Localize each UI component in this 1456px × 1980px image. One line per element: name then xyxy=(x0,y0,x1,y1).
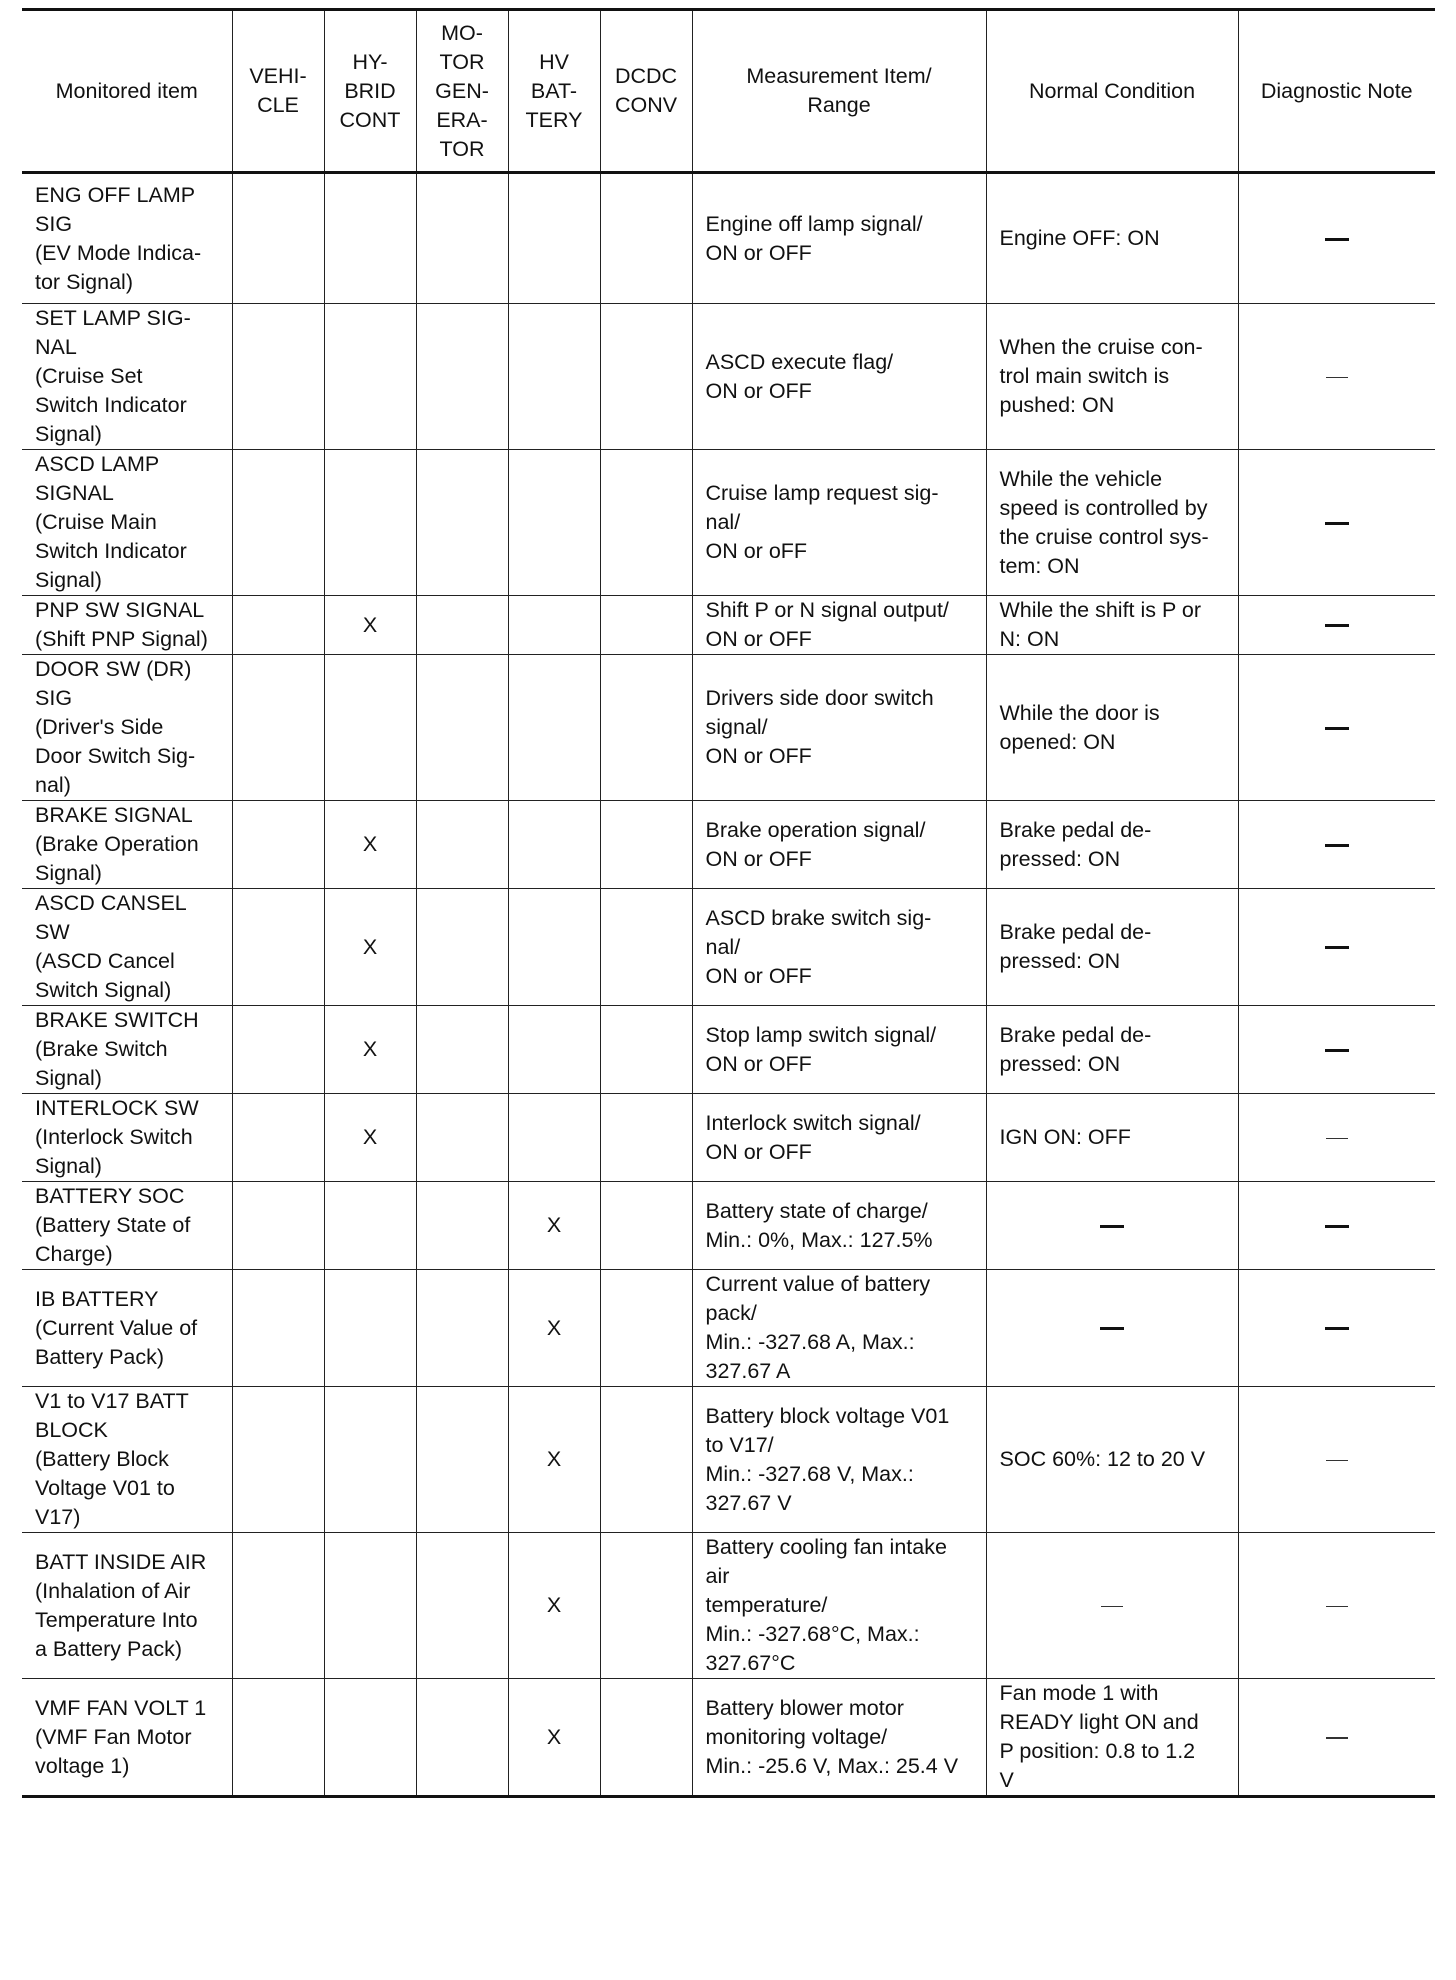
cell-hybrid-cont xyxy=(324,655,416,801)
cell-normal-condition: While the door is opened: ON xyxy=(986,655,1238,801)
cell-monitored-item: INTERLOCK SW (Interlock Switch Signal) xyxy=(22,1094,232,1182)
cell-dcdc-conv xyxy=(600,1094,692,1182)
cell-hv-battery: X xyxy=(508,1387,600,1533)
table-row xyxy=(22,801,1435,889)
cell-motor-generator xyxy=(416,1679,508,1797)
cell-measurement: Battery state of charge/ Min.: 0%, Max.: 127.5% xyxy=(692,1182,986,1270)
cell-motor-generator xyxy=(416,1006,508,1094)
cell-motor-generator xyxy=(416,450,508,596)
cell-diagnostic-note xyxy=(1238,1006,1435,1094)
cell-monitored-item: PNP SW SIGNAL (Shift PNP Signal) xyxy=(22,596,232,655)
cell-hv-battery xyxy=(508,889,600,1006)
cell-vehicle xyxy=(232,173,324,304)
cell-normal-condition: While the shift is P or N: ON xyxy=(986,596,1238,655)
cell-monitored-item: ASCD LAMP SIGNAL (Cruise Main Switch Indicator Signal) xyxy=(22,450,232,596)
cell-hv-battery xyxy=(508,655,600,801)
cell-dcdc-conv xyxy=(600,1270,692,1387)
cell-monitored-item: BATT INSIDE AIR (Inhalation of Air Temperature Into a Battery Pack) xyxy=(22,1533,232,1679)
cell-diagnostic-note xyxy=(1238,655,1435,801)
cell-hybrid-cont: X xyxy=(324,596,416,655)
cell-hybrid-cont xyxy=(324,1533,416,1679)
cell-dcdc-conv xyxy=(600,596,692,655)
cell-normal-condition: While the vehicle speed is controlled by the cruise control sys- tem: ON xyxy=(986,450,1238,596)
dash-mark xyxy=(1325,624,1349,627)
cell-diagnostic-note xyxy=(1238,801,1435,889)
cell-normal-condition: Brake pedal de- pressed: ON xyxy=(986,1006,1238,1094)
dash-mark xyxy=(1325,727,1349,730)
cell-hybrid-cont: X xyxy=(324,889,416,1006)
cell-monitored-item: V1 to V17 BATT BLOCK (Battery Block Voltage V01 to V17) xyxy=(22,1387,232,1533)
header-monitored-item: Monitored item xyxy=(22,10,232,173)
cell-dcdc-conv xyxy=(600,1387,692,1533)
cell-measurement: Shift P or N signal output/ ON or OFF xyxy=(692,596,986,655)
header-hv-battery: HV BAT- TERY xyxy=(508,10,600,173)
cell-hybrid-cont xyxy=(324,450,416,596)
cell-vehicle xyxy=(232,450,324,596)
cell-hv-battery: X xyxy=(508,1679,600,1797)
cell-normal-condition xyxy=(986,1182,1238,1270)
header-measurement: Measurement Item/ Range xyxy=(692,10,986,173)
cell-dcdc-conv xyxy=(600,304,692,450)
cell-diagnostic-note xyxy=(1238,1094,1435,1182)
cell-dcdc-conv xyxy=(600,1006,692,1094)
cell-motor-generator xyxy=(416,655,508,801)
cell-monitored-item: BRAKE SWITCH (Brake Switch Signal) xyxy=(22,1006,232,1094)
dash-mark xyxy=(1325,1049,1349,1052)
cell-measurement: Engine off lamp signal/ ON or OFF xyxy=(692,173,986,304)
cell-hv-battery xyxy=(508,801,600,889)
cell-hybrid-cont: X xyxy=(324,801,416,889)
cell-normal-condition: When the cruise con- trol main switch is pushed: ON xyxy=(986,304,1238,450)
header-normal-condition: Normal Condition xyxy=(986,10,1238,173)
cell-monitored-item: VMF FAN VOLT 1 (VMF Fan Motor voltage 1) xyxy=(22,1679,232,1797)
cell-vehicle xyxy=(232,1533,324,1679)
cell-vehicle xyxy=(232,1006,324,1094)
cell-motor-generator xyxy=(416,1182,508,1270)
header-motor-generator: MO- TOR GEN- ERA- TOR xyxy=(416,10,508,173)
cell-diagnostic-note xyxy=(1238,173,1435,304)
dash-mark xyxy=(1325,844,1349,847)
dash-mark xyxy=(1326,1606,1348,1608)
cell-normal-condition: SOC 60%: 12 to 20 V xyxy=(986,1387,1238,1533)
cell-hybrid-cont xyxy=(324,1679,416,1797)
cell-motor-generator xyxy=(416,596,508,655)
cell-motor-generator xyxy=(416,889,508,1006)
cell-diagnostic-note xyxy=(1238,596,1435,655)
cell-dcdc-conv xyxy=(600,173,692,304)
cell-hv-battery xyxy=(508,304,600,450)
cell-hybrid-cont xyxy=(324,304,416,450)
cell-diagnostic-note xyxy=(1238,1270,1435,1387)
cell-diagnostic-note xyxy=(1238,1387,1435,1533)
cell-diagnostic-note xyxy=(1238,1182,1435,1270)
cell-monitored-item: SET LAMP SIG- NAL (Cruise Set Switch Indicator Signal) xyxy=(22,304,232,450)
header-vehicle: VEHI- CLE xyxy=(232,10,324,173)
cell-hv-battery xyxy=(508,1094,600,1182)
cell-hv-battery xyxy=(508,450,600,596)
cell-monitored-item: BATTERY SOC (Battery State of Charge) xyxy=(22,1182,232,1270)
table-row xyxy=(22,1679,1435,1797)
table-row xyxy=(22,1270,1435,1387)
cell-dcdc-conv xyxy=(600,1533,692,1679)
cell-measurement: Interlock switch signal/ ON or OFF xyxy=(692,1094,986,1182)
cell-dcdc-conv xyxy=(600,450,692,596)
table-row xyxy=(22,596,1435,655)
cell-hybrid-cont: X xyxy=(324,1094,416,1182)
dash-mark xyxy=(1325,522,1349,525)
table-row xyxy=(22,1533,1435,1679)
cell-dcdc-conv xyxy=(600,1182,692,1270)
cell-vehicle xyxy=(232,596,324,655)
cell-vehicle xyxy=(232,801,324,889)
table-row xyxy=(22,1182,1435,1270)
cell-motor-generator xyxy=(416,1387,508,1533)
dash-mark xyxy=(1325,946,1349,949)
cell-hv-battery xyxy=(508,1006,600,1094)
cell-vehicle xyxy=(232,655,324,801)
cell-measurement: Stop lamp switch signal/ ON or OFF xyxy=(692,1006,986,1094)
cell-measurement: Current value of battery pack/ Min.: -327.68 A, Max.: 327.67 A xyxy=(692,1270,986,1387)
cell-diagnostic-note xyxy=(1238,304,1435,450)
cell-hybrid-cont xyxy=(324,173,416,304)
cell-normal-condition xyxy=(986,1533,1238,1679)
cell-measurement: Drivers side door switch signal/ ON or OFF xyxy=(692,655,986,801)
cell-hv-battery: X xyxy=(508,1270,600,1387)
dash-mark xyxy=(1326,1737,1348,1739)
cell-monitored-item: IB BATTERY (Current Value of Battery Pack) xyxy=(22,1270,232,1387)
dash-mark xyxy=(1326,1460,1348,1462)
cell-monitored-item: ENG OFF LAMP SIG (EV Mode Indica- tor Signal) xyxy=(22,173,232,304)
cell-vehicle xyxy=(232,304,324,450)
cell-monitored-item: ASCD CANSEL SW (ASCD Cancel Switch Signal) xyxy=(22,889,232,1006)
cell-motor-generator xyxy=(416,801,508,889)
cell-hybrid-cont xyxy=(324,1182,416,1270)
cell-hybrid-cont xyxy=(324,1387,416,1533)
cell-vehicle xyxy=(232,1094,324,1182)
cell-hv-battery xyxy=(508,173,600,304)
cell-hv-battery xyxy=(508,596,600,655)
cell-measurement: ASCD execute flag/ ON or OFF xyxy=(692,304,986,450)
table-row xyxy=(22,889,1435,1006)
table-body xyxy=(22,173,1435,1797)
cell-measurement: Battery cooling fan intake air temperature/ Min.: -327.68°C, Max.: 327.67°C xyxy=(692,1533,986,1679)
cell-motor-generator xyxy=(416,1533,508,1679)
dash-mark xyxy=(1100,1327,1124,1330)
cell-vehicle xyxy=(232,889,324,1006)
dash-mark xyxy=(1326,1138,1348,1140)
cell-normal-condition: IGN ON: OFF xyxy=(986,1094,1238,1182)
cell-normal-condition: Brake pedal de- pressed: ON xyxy=(986,801,1238,889)
dash-mark xyxy=(1325,1327,1349,1330)
table-row xyxy=(22,1006,1435,1094)
monitored-items-table xyxy=(22,8,1435,1798)
header-dcdc-conv: DCDC CONV xyxy=(600,10,692,173)
cell-normal-condition xyxy=(986,1270,1238,1387)
cell-normal-condition: Brake pedal de- pressed: ON xyxy=(986,889,1238,1006)
cell-measurement: Battery blower motor monitoring voltage/ Min.: -25.6 V, Max.: 25.4 V xyxy=(692,1679,986,1797)
cell-vehicle xyxy=(232,1182,324,1270)
cell-measurement: Brake operation signal/ ON or OFF xyxy=(692,801,986,889)
table-row xyxy=(22,655,1435,801)
cell-dcdc-conv xyxy=(600,889,692,1006)
cell-monitored-item: BRAKE SIGNAL (Brake Operation Signal) xyxy=(22,801,232,889)
cell-hybrid-cont xyxy=(324,1270,416,1387)
cell-diagnostic-note xyxy=(1238,889,1435,1006)
cell-hybrid-cont: X xyxy=(324,1006,416,1094)
cell-monitored-item: DOOR SW (DR) SIG (Driver's Side Door Switch Sig- nal) xyxy=(22,655,232,801)
table-row xyxy=(22,450,1435,596)
table-row xyxy=(22,1094,1435,1182)
table-row xyxy=(22,173,1435,304)
cell-hv-battery: X xyxy=(508,1182,600,1270)
cell-diagnostic-note xyxy=(1238,1679,1435,1797)
cell-measurement: Cruise lamp request sig- nal/ ON or oFF xyxy=(692,450,986,596)
cell-hv-battery: X xyxy=(508,1533,600,1679)
cell-dcdc-conv xyxy=(600,801,692,889)
cell-motor-generator xyxy=(416,1270,508,1387)
cell-normal-condition: Engine OFF: ON xyxy=(986,173,1238,304)
cell-motor-generator xyxy=(416,173,508,304)
header-diagnostic-note: Diagnostic Note xyxy=(1238,10,1435,173)
dash-mark xyxy=(1325,1225,1349,1228)
dash-mark xyxy=(1326,377,1348,379)
header-row xyxy=(22,10,1435,173)
cell-vehicle xyxy=(232,1387,324,1533)
cell-vehicle xyxy=(232,1679,324,1797)
cell-motor-generator xyxy=(416,304,508,450)
dash-mark xyxy=(1325,238,1349,241)
cell-normal-condition: Fan mode 1 with READY light ON and P position: 0.8 to 1.2 V xyxy=(986,1679,1238,1797)
cell-diagnostic-note xyxy=(1238,1533,1435,1679)
cell-dcdc-conv xyxy=(600,655,692,801)
cell-measurement: ASCD brake switch sig- nal/ ON or OFF xyxy=(692,889,986,1006)
cell-dcdc-conv xyxy=(600,1679,692,1797)
dash-mark xyxy=(1100,1225,1124,1228)
header-hybrid-cont: HY- BRID CONT xyxy=(324,10,416,173)
cell-motor-generator xyxy=(416,1094,508,1182)
table-row xyxy=(22,1387,1435,1533)
cell-vehicle xyxy=(232,1270,324,1387)
cell-diagnostic-note xyxy=(1238,450,1435,596)
cell-measurement: Battery block voltage V01 to V17/ Min.: -327.68 V, Max.: 327.67 V xyxy=(692,1387,986,1533)
dash-mark xyxy=(1101,1606,1123,1608)
table-row xyxy=(22,304,1435,450)
